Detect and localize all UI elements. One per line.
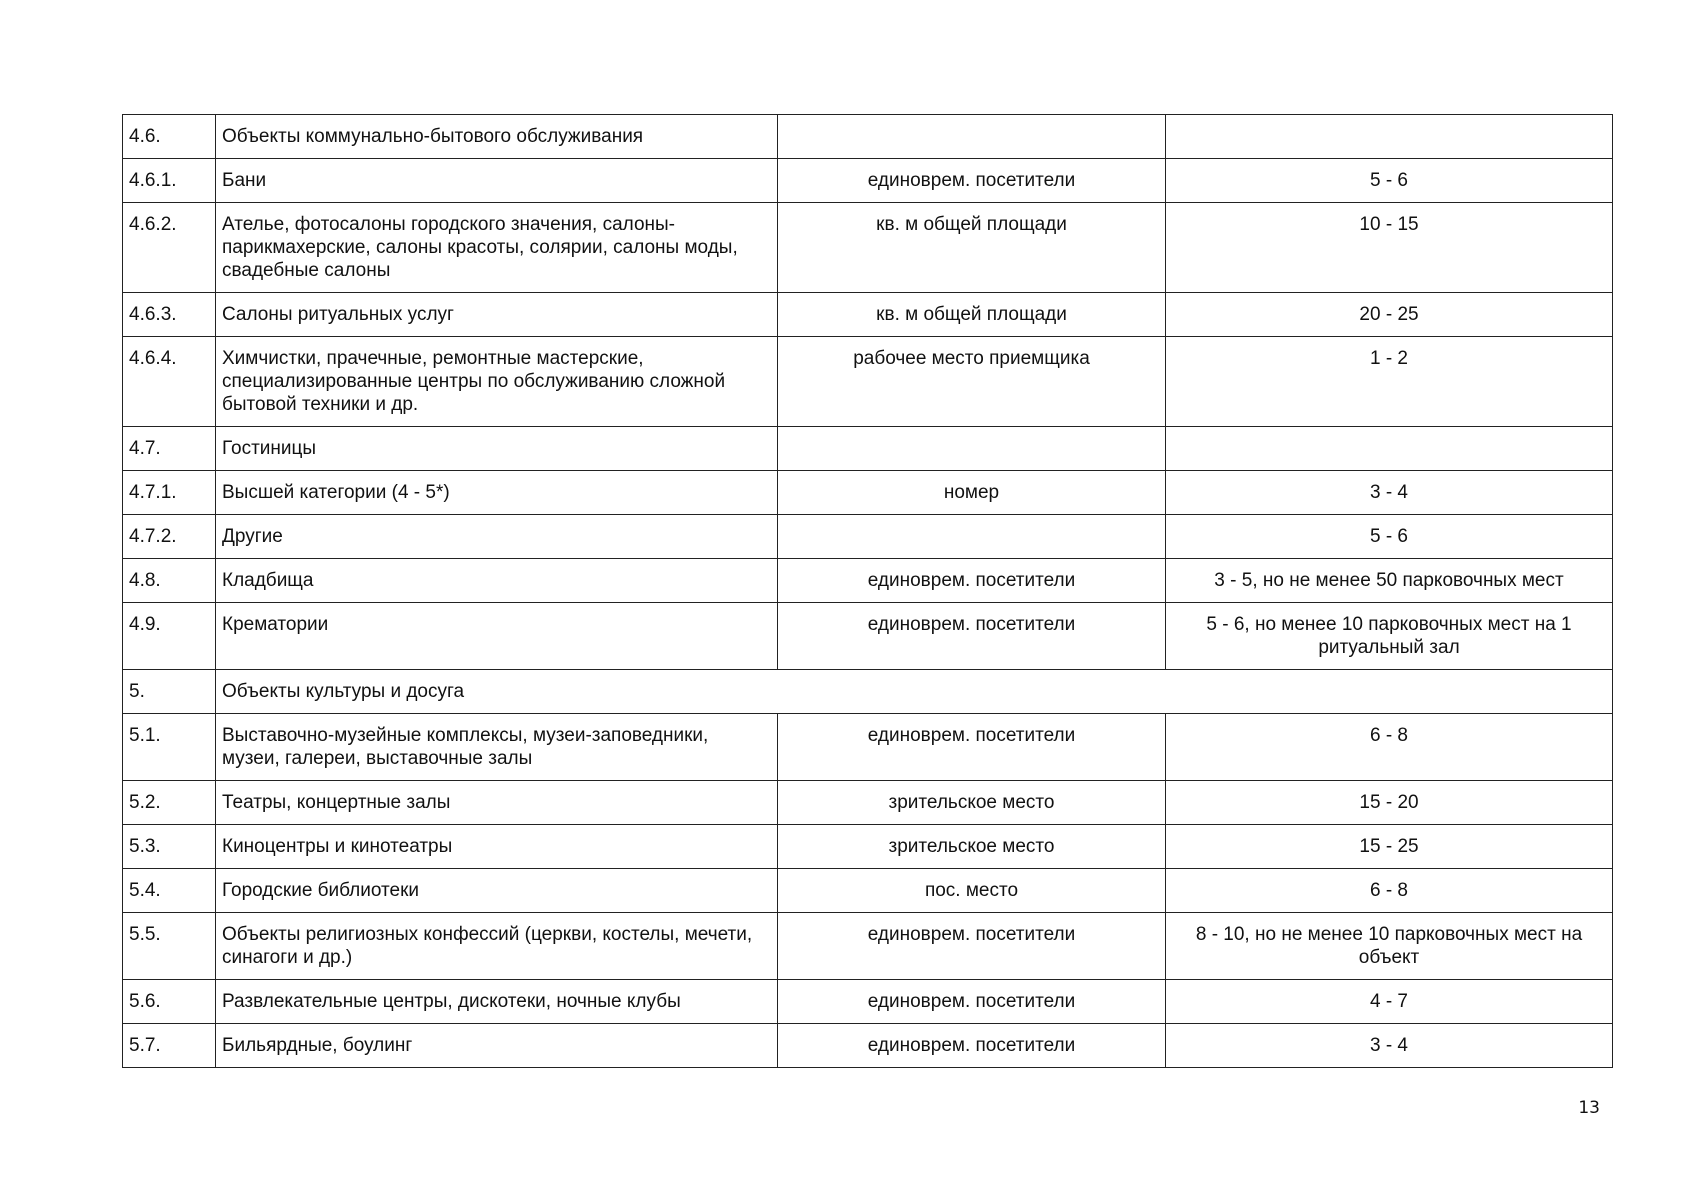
row-value: 8 - 10, но не менее 10 парковочных мест на объект (1166, 913, 1613, 980)
row-object-name: Химчистки, прачечные, ремонтные мастерские, специализированные центры по обслуживанию сложной бытовой техники и др. (216, 337, 778, 427)
row-unit: единоврем. посетители (778, 714, 1166, 781)
row-number: 4.6.4. (123, 337, 216, 427)
row-object-name: Другие (216, 515, 778, 559)
row-object-name: Объекты религиозных конфессий (церкви, костелы, мечети, синагоги и др.) (216, 913, 778, 980)
row-object-name: Объекты культуры и досуга (216, 670, 1613, 714)
table-row (123, 714, 1613, 781)
row-number: 5.2. (123, 781, 216, 825)
row-object-name: Развлекательные центры, дискотеки, ночные клубы (216, 980, 778, 1024)
row-unit: рабочее место приемщика (778, 337, 1166, 427)
row-number: 5.3. (123, 825, 216, 869)
table-row (123, 603, 1613, 670)
page-number: 13 (1578, 1098, 1600, 1118)
table-row (123, 825, 1613, 869)
table-row (123, 980, 1613, 1024)
table-row (123, 781, 1613, 825)
row-object-name: Театры, концертные залы (216, 781, 778, 825)
row-unit: единоврем. посетители (778, 603, 1166, 670)
row-value: 5 - 6, но менее 10 парковочных мест на 1 ритуальный зал (1166, 603, 1613, 670)
row-unit: единоврем. посетители (778, 980, 1166, 1024)
row-unit: кв. м общей площади (778, 203, 1166, 293)
parking-norms-table (122, 114, 1613, 1068)
table-row (123, 869, 1613, 913)
row-number: 5.1. (123, 714, 216, 781)
row-value (1166, 427, 1613, 471)
row-value: 6 - 8 (1166, 714, 1613, 781)
row-number: 4.6.3. (123, 293, 216, 337)
table-row (123, 115, 1613, 159)
table-row (123, 293, 1613, 337)
row-number: 4.7.1. (123, 471, 216, 515)
row-object-name: Салоны ритуальных услуг (216, 293, 778, 337)
table-row (123, 913, 1613, 980)
row-value: 5 - 6 (1166, 515, 1613, 559)
row-value: 5 - 6 (1166, 159, 1613, 203)
table-row (123, 670, 1613, 714)
row-object-name: Ателье, фотосалоны городского значения, салоны-парикмахерские, салоны красоты, солярии, салоны моды, свадебные салоны (216, 203, 778, 293)
row-unit (778, 427, 1166, 471)
row-unit: единоврем. посетители (778, 159, 1166, 203)
row-number: 5.7. (123, 1024, 216, 1068)
row-object-name: Объекты коммунально-бытового обслуживания (216, 115, 778, 159)
row-unit: пос. место (778, 869, 1166, 913)
row-number: 4.8. (123, 559, 216, 603)
row-number: 5. (123, 670, 216, 714)
table-row (123, 203, 1613, 293)
row-object-name: Городские библиотеки (216, 869, 778, 913)
row-unit: кв. м общей площади (778, 293, 1166, 337)
row-value: 20 - 25 (1166, 293, 1613, 337)
table-row (123, 159, 1613, 203)
row-number: 4.6.2. (123, 203, 216, 293)
row-unit (778, 515, 1166, 559)
row-unit: единоврем. посетители (778, 1024, 1166, 1068)
row-unit: единоврем. посетители (778, 559, 1166, 603)
row-object-name: Выставочно-музейные комплексы, музеи-заповедники, музеи, галереи, выставочные залы (216, 714, 778, 781)
row-object-name: Киноцентры и кинотеатры (216, 825, 778, 869)
row-unit: номер (778, 471, 1166, 515)
row-object-name: Гостиницы (216, 427, 778, 471)
row-number: 4.6.1. (123, 159, 216, 203)
row-object-name: Кладбища (216, 559, 778, 603)
row-object-name: Высшей категории (4 - 5*) (216, 471, 778, 515)
row-value: 10 - 15 (1166, 203, 1613, 293)
row-object-name: Бани (216, 159, 778, 203)
table-row (123, 1024, 1613, 1068)
row-value: 3 - 5, но не менее 50 парковочных мест (1166, 559, 1613, 603)
row-value: 1 - 2 (1166, 337, 1613, 427)
table-row (123, 427, 1613, 471)
table-row (123, 559, 1613, 603)
row-number: 4.7. (123, 427, 216, 471)
row-unit: единоврем. посетители (778, 913, 1166, 980)
row-number: 4.7.2. (123, 515, 216, 559)
table-row (123, 471, 1613, 515)
table-body (123, 115, 1613, 1068)
row-value: 3 - 4 (1166, 1024, 1613, 1068)
row-unit: зрительское место (778, 781, 1166, 825)
row-value (1166, 115, 1613, 159)
row-value: 15 - 25 (1166, 825, 1613, 869)
row-number: 4.6. (123, 115, 216, 159)
row-unit (778, 115, 1166, 159)
table-row (123, 515, 1613, 559)
row-value: 4 - 7 (1166, 980, 1613, 1024)
row-number: 5.5. (123, 913, 216, 980)
row-value: 15 - 20 (1166, 781, 1613, 825)
row-number: 5.6. (123, 980, 216, 1024)
row-object-name: Бильярдные, боулинг (216, 1024, 778, 1068)
row-object-name: Крематории (216, 603, 778, 670)
row-number: 4.9. (123, 603, 216, 670)
row-value: 3 - 4 (1166, 471, 1613, 515)
table-row (123, 337, 1613, 427)
row-number: 5.4. (123, 869, 216, 913)
row-unit: зрительское место (778, 825, 1166, 869)
row-value: 6 - 8 (1166, 869, 1613, 913)
